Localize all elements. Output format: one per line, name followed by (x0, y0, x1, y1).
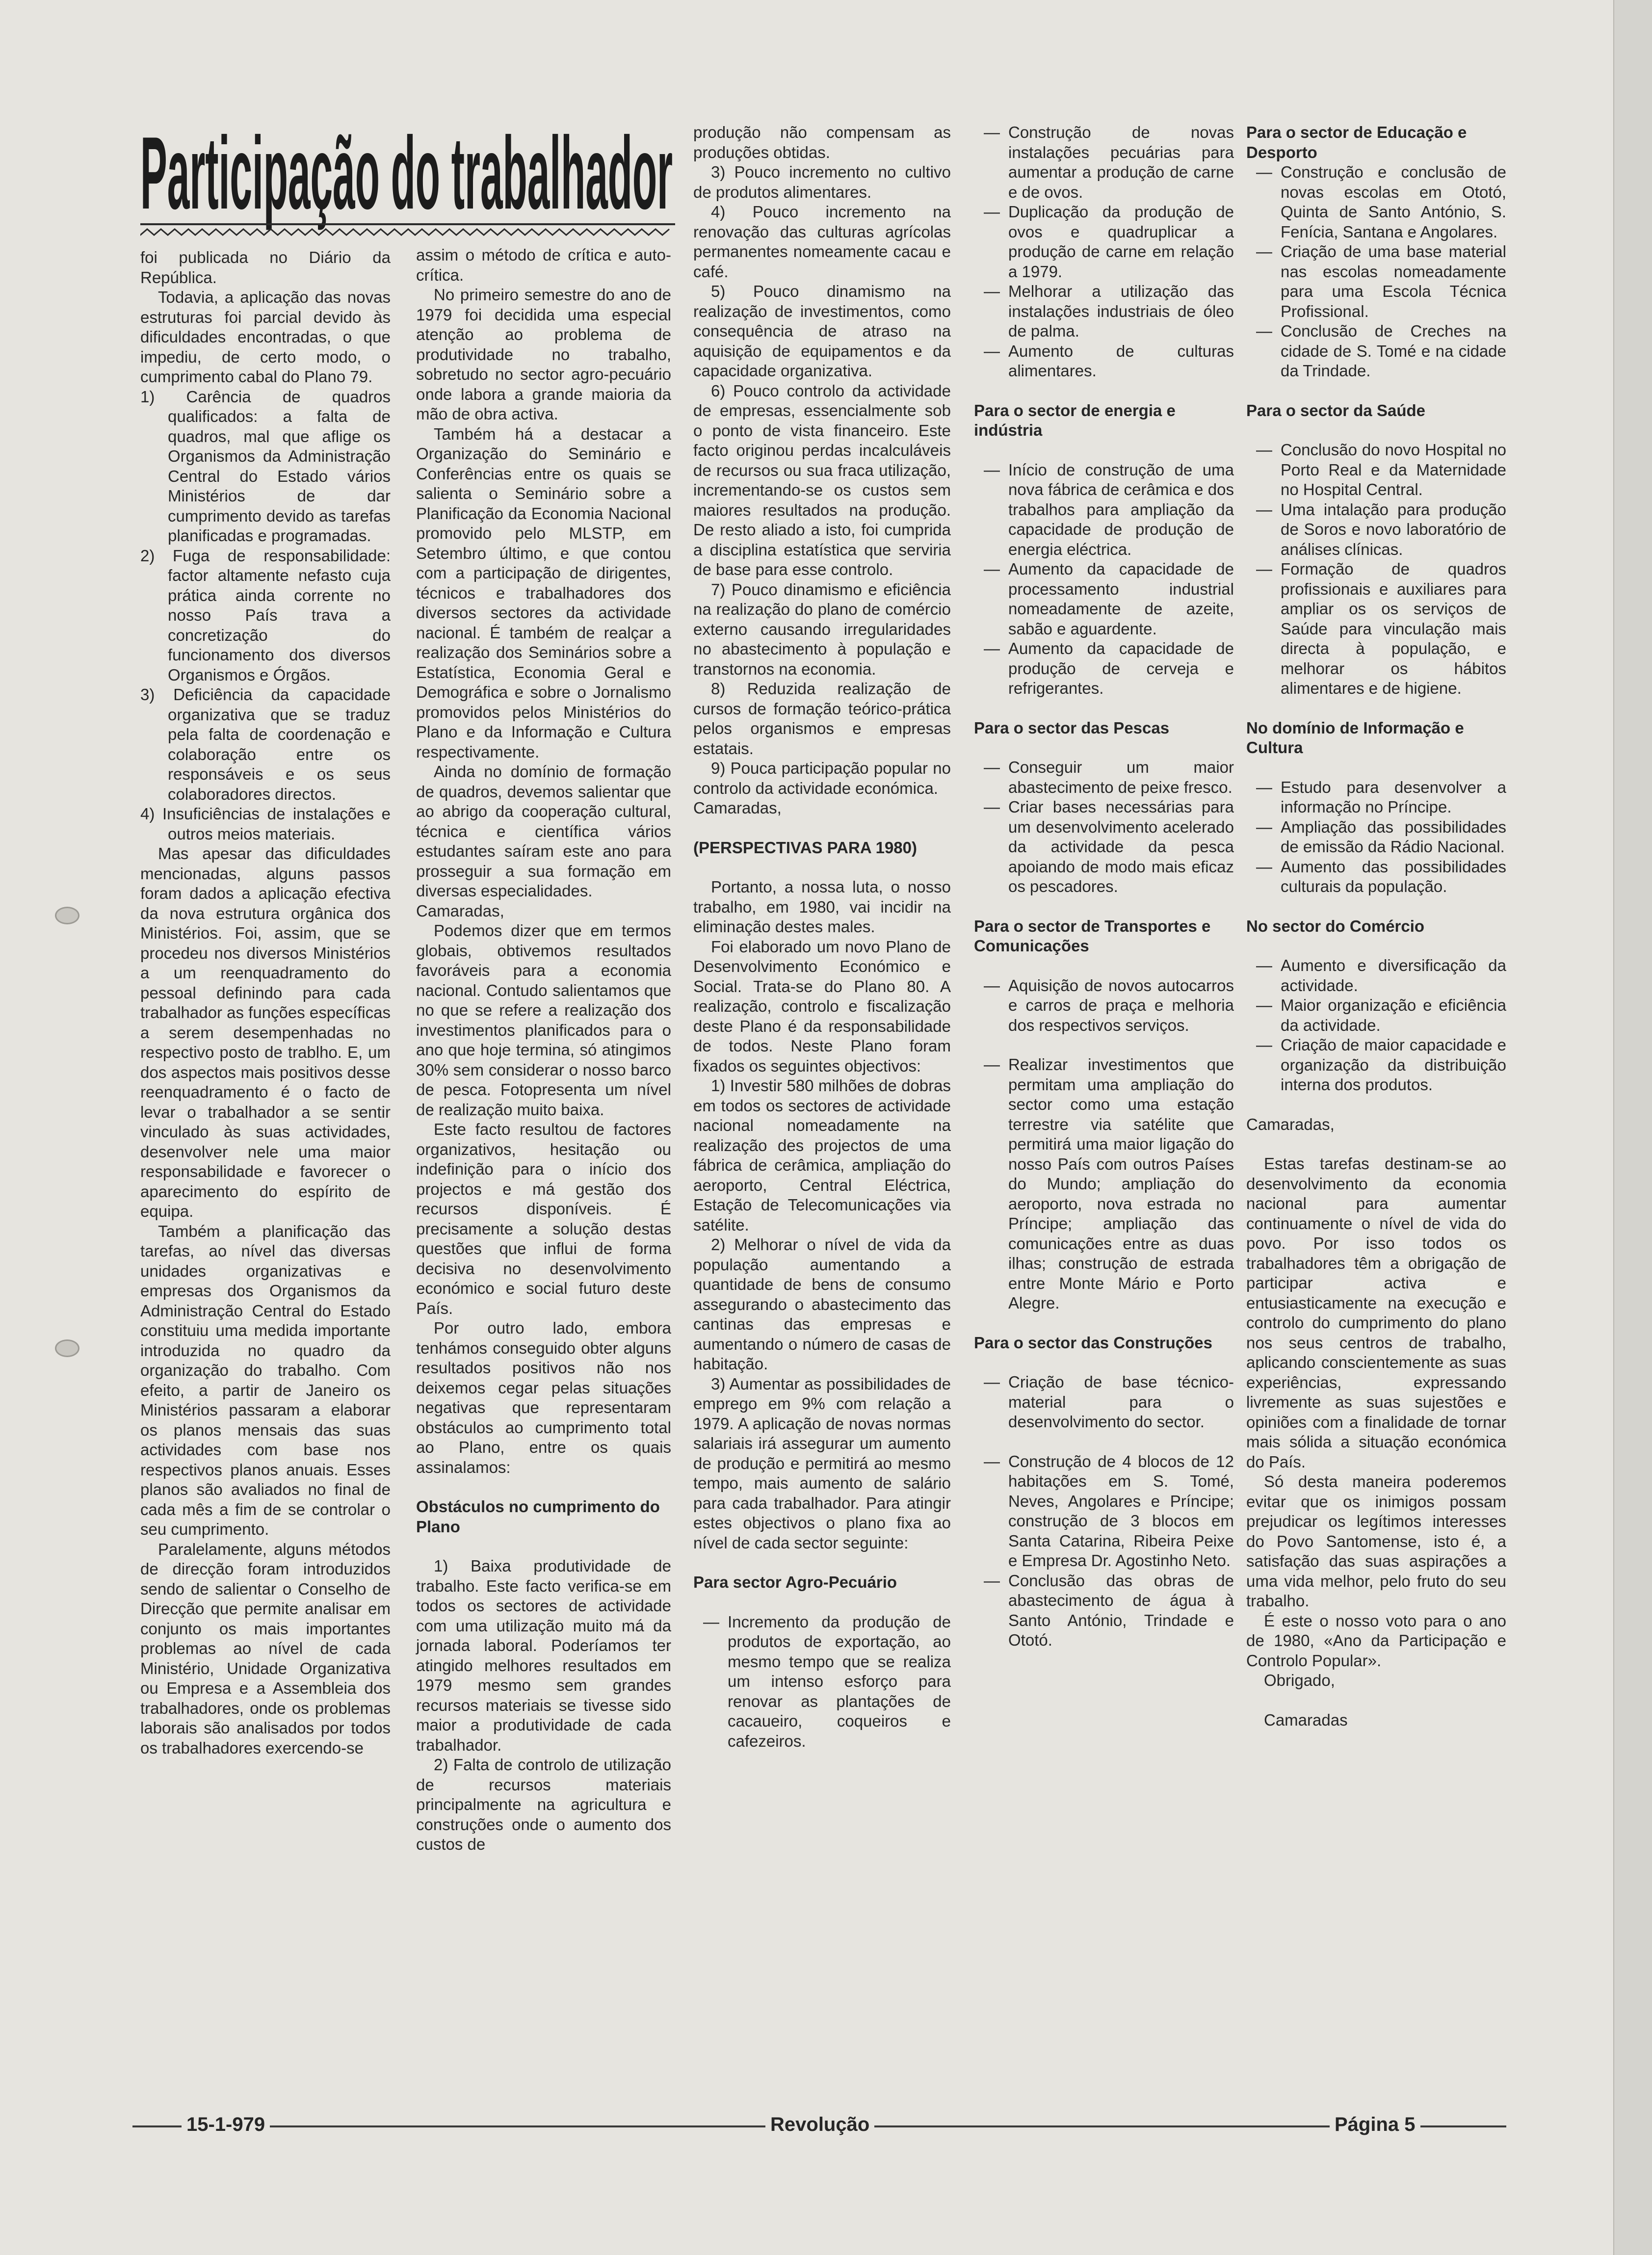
paragraph: 1) Investir 580 milhões de dobras em todos os sectores de actividade nacional nomeadamente na realização des projectos de uma fábrica de cerâmica, ampliação do aeroporto, Central Eléctrica, Estação de Telecomunicações via satélite. (693, 1076, 951, 1234)
spacer (1246, 897, 1506, 917)
bullet-item: — Formação de quadros profissionais e auxiliares para ampliar os os serviços de Saúde para vinculação mais directa à população, e melhorar os hábitos alimentares e de higiene. (1246, 559, 1506, 699)
paragraph: Mas apesar das dificuldades mencionadas, alguns passos foram dados a aplicação efectiva da nova estrutura orgânica dos Ministérios. Foi, assim, que se procedeu nos diversos Ministérios a um reenquadramento do pessoal definindo para cada trabalhador as funções específicas a serem desempenhadas no respectivo posto de trablho. E, um dos aspectos mais positivos desse reenquadramento é o facto de levar o trabalhador a se sentir vinculado às suas actividades, desenvolver nele uma maior responsabilidade e favorecer o aparecimento do espírito de equipa. (140, 844, 391, 1220)
paragraph: 1) Baixa produtividade de trabalho. Este facto verifica-se em todos os sectores de actividade com uma utilização muito má da jornada laboral. Poderíamos ter atingido melhores resultados em 1979 mesmo sem grandes recursos materiais se tivesse sido maior a produtividade de cada trabalhador. (416, 1557, 671, 1754)
bullet-item: — Início de construção de uma nova fábrica de cerâmica e dos trabalhos para ampliação da capacidade de produção de energia eléctrica. (974, 460, 1234, 560)
bullet-item: — Ampliação das possibilidades de emissão da Rádio Nacional. (1246, 817, 1506, 857)
spacer (974, 699, 1234, 718)
paragraph: Este facto resultou de factores organizativos, hesitação ou indefinição para o início dos projectos e má gestão dos recursos disponíveis. É precisamente a solução destas questões que influi de forma decisiva no desenvolvimento económico e social futuro deste País. (416, 1120, 671, 1317)
paragraph: Por outro lado, embora tenhámos conseguido obter alguns resultados positivos não nos deixemos cegar pelas situações negativas que representaram obstáculos ao cumprimento total ao Plano, entre os quais assinalamos: (416, 1319, 671, 1476)
spacer (1246, 936, 1506, 956)
paragraph: Só desta maneira poderemos evitar que os inimigos possam prejudicar os legítimos interesses do Povo Santomense, isto é, a satisfação das suas aspirações a uma vida melhor, pelo fruto do seu trabalho. (1246, 1472, 1506, 1610)
paragraph: Camaradas, (416, 901, 504, 920)
spacer (1246, 381, 1506, 401)
article-title (140, 110, 675, 238)
section-heading: No sector do Comércio (1246, 917, 1425, 935)
paragraph: 8) Reduzida realização de cursos de formação teórico-prática pelos organismos e empresas estatais. (693, 680, 951, 758)
bullet-item: — Aquisição de novos autocarros e carros de praça e melhoria dos respectivos serviços. (974, 976, 1234, 1036)
spacer (1246, 420, 1506, 440)
paragraph: Também há a destacar a Organização do Seminário e Conferências entre os quais se salienta o Seminário sobre a Planificação da Economia Nacional promovido pelo MLSTP, em Setembro último, e que contou com a participação de dirigentes, técnicos e trabalhadores dos diversos sectores da actividade nacional. É também de realçar a realização dos Seminários sobre a Estatística, Economia Geral e Demográfica e sobre o Jornalismo promovidos pelos Ministérios do Plano e da Informação e Cultura respectivamente. (416, 424, 671, 761)
bullet-item: — Aumento das possibilidades culturais da população. (1246, 857, 1506, 897)
paragraph: Estas tarefas destinam-se ao desenvolvimento da economia nacional para aumentar continuamente o nível de vida do povo. Por isso todos os trabalhadores têm a obrigação de participar activa e entusiasticamente na execução e controlo do cumprimento do plano nos seus centros de trabalho, aplicando conscientemente as suas experiências, expressando livremente as suas sujestões e opiniões com a finalidade de tornar mais sólida a situação económica do País. (1246, 1154, 1506, 1471)
spacer (693, 818, 951, 838)
spacer (974, 441, 1234, 460)
spacer (1246, 758, 1506, 778)
spacer (416, 1537, 671, 1556)
numbered-item: 4) Insuficiências de instalações e outros meios materiais. (140, 805, 391, 843)
bullet-item: — Conclusão de Creches na cidade de S. Tomé e na cidade da Trindade. (1246, 321, 1506, 381)
section-heading: No domínio de Informação e Cultura (1246, 718, 1464, 757)
text-column-5 (1246, 123, 1506, 1730)
numbered-item: 2) Fuga de responsabilidade: factor altamente nefasto cuja prática ainda corrente no nosso País trava a concretização do funcionamento dos diversos Organismos e Órgãos. (140, 546, 391, 684)
paragraph: 7) Pouco dinamismo e eficiência na realização do plano de comércio externo causando irregularidades no abastecimento à população e transtornos na economia. (693, 580, 951, 678)
bullet-item: — Uma intalação para produção de Soros e novo laboratório de análises clínicas. (1246, 500, 1506, 560)
paragraph: 3) Pouco incremento no cultivo de produtos alimentares. (693, 163, 951, 201)
spacer (974, 738, 1234, 758)
bullet-item: — Construção de 4 blocos de 12 habitações em S. Tomé, Neves, Angolares e Príncipe; construção de 3 blocos em Santa Catarina, Ribeira Peixe e Empresa Dr. Agostinho Neto. (974, 1452, 1234, 1571)
section-heading: Para sector Agro-Pecuário (693, 1573, 897, 1591)
spacer (974, 1432, 1234, 1452)
title-graphic (140, 110, 675, 238)
section-heading: Para o sector de Transportes e Comunicações (974, 917, 1211, 955)
bullet-item: — Duplicação da produção de ovos e quadruplicar a produção de carne em relação a 1979. (974, 202, 1234, 282)
paragraph: 2) Melhorar o nível de vida da população aumentando a quantidade de bens de consumo assegurando o abastecimento das cantinas das empresas e aumentando o número de casas de habitação. (693, 1235, 951, 1373)
bullet-item: — Conseguir um maior abastecimento de peixe fresco. (974, 758, 1234, 797)
spacer (974, 1313, 1234, 1333)
bullet-item: — Maior organização e eficiência da actividade. (1246, 996, 1506, 1035)
paragraph: 6) Pouco controlo da actividade de empresas, essencialmente sob o ponto de vista financeiro. Este facto originou perdas incalculáveis de recursos ou sua fraca utilização, incrementando-se os custos sem maiores resultados na produção. De resto aliado a isto, foi cumprida a disciplina estatística que serviria de base para esse controlo. (693, 381, 951, 578)
paragraph: Camaradas, (693, 799, 782, 817)
bullet-item: — Aumento da capacidade de produção de cerveja e refrigerantes. (974, 639, 1234, 699)
spacer (693, 1593, 951, 1612)
paragraph: Camaradas (1264, 1710, 1348, 1729)
bullet-item: — Aumento e diversificação da actividade. (1246, 956, 1506, 996)
spacer (974, 897, 1234, 917)
spacer (974, 381, 1234, 401)
paragraph: Camaradas, (1246, 1115, 1335, 1133)
paragraph: No primeiro semestre do ano de 1979 foi decidida uma especial atenção ao problema de produtividade no trabalho, sobretudo no sector agro-pecuário onde labora a grande maioria da mão de obra activa. (416, 286, 671, 423)
text-column-4 (974, 123, 1234, 1651)
bullet-item: — Criar bases necessárias para um desenvolvimento acelerado da actividade da pesca apoiando de modo mais eficaz os pescadores. (974, 797, 1234, 897)
text-column-3 (693, 123, 951, 1751)
spacer (1246, 1691, 1506, 1710)
footer-date: 15-1-979 (182, 2114, 270, 2136)
numbered-item: 1) Carência de quadros qualificados: a falta de quadros, mal que aflige os Organismos da Administração Central do Estado vários Ministérios de dar cumprimento devido as tarefas planificadas e programadas. (140, 387, 391, 545)
paragraph: Todavia, a aplicação das novas estruturas foi parcial devido às dificuldades encontradas, o que impediu, de certo modo, o cumprimento cabal do Plano 79. (140, 288, 391, 386)
section-heading: Para o sector de energia e indústria (974, 401, 1176, 439)
punch-hole-top (55, 907, 79, 924)
section-heading: Obstáculos no cumprimento do Plano (416, 1497, 660, 1536)
bullet-item: — Conclusão do novo Hospital no Porto Real e da Maternidade no Hospital Central. (1246, 440, 1506, 500)
spacer (693, 1553, 951, 1573)
punch-hole-bottom (55, 1339, 79, 1357)
spacer (974, 1035, 1234, 1055)
paragraph: Também a planificação das tarefas, ao nível das diversas unidades organizativas e empresas dos Organismos da Administração Central do Estado constituiu uma medida importante introduzida no quadro da organização do trabalho. Com efeito, a partir de Janeiro os Ministérios passaram a elaborar os planos mensais das suas actividades com base nos respectivos planos anuais. Esses planos são avaliados no final de cada mês a fim de se controlar o seu cumprimento. (140, 1222, 391, 1538)
paragraph: 4) Pouco incremento na renovação das culturas agrícolas permanentes nomeamente cacau e café. (693, 203, 951, 281)
section-heading: Para o sector das Pescas (974, 718, 1170, 737)
paragraph: 9) Pouca participação popular no controlo da actividade económica. (693, 759, 951, 797)
spacer (693, 858, 951, 877)
bullet-item: — Aumento de culturas alimentares. (974, 341, 1234, 381)
bullet-item: — Criação de base técnico-material para o desenvolvimento do sector. (974, 1372, 1234, 1432)
paragraph: Obrigado, (1264, 1671, 1335, 1689)
footer-page-number: Página 5 (1330, 2114, 1420, 2136)
paragraph: É este o nosso voto para o ano de 1980, «Ano da Participação e Controlo Popular». (1246, 1611, 1506, 1670)
paragraph: Podemos dizer que em termos globais, obtivemos resultados favoráveis para a economia nacional. Contudo salientamos que no que se refere a realização dos investimentos planificados para o ano que hoje termina, só atingimos 30% sem considerar o nosso barco de pesca. Fotopresenta um nível de realização muito baixa. (416, 921, 671, 1119)
text-column-2 (416, 245, 671, 1855)
bullet-item: — Criação de maior capacidade e organização da distribuição interna dos produtos. (1246, 1035, 1506, 1095)
paragraph: Portanto, a nossa luta, o nosso trabalho, em 1980, vai incidir na eliminação destes males. (693, 878, 951, 936)
bullet-item: — Estudo para desenvolver a informação no Príncipe. (1246, 778, 1506, 817)
bullet-item: — Realizar investimentos que permitam uma ampliação do sector como uma estação terrestre via satélite que permitirá uma maior ligação do nosso País com outros Países do Mundo; ampliação do aeroporto, nova estrada no Príncipe; ampliação das comunicações entre as duas ilhas; construção de estrada entre Monte Mário e Porto Alegre. (974, 1055, 1234, 1313)
spacer (1246, 1134, 1506, 1154)
paragraph: foi publicada no Diário da República. (140, 248, 391, 287)
bullet-item: — Conclusão das obras de abastecimento de água à Santo António, Trindade e Ototó. (974, 1571, 1234, 1651)
page-footer (132, 2114, 1506, 2138)
title-text: Participação do trabalhador (140, 115, 673, 231)
spacer (974, 956, 1234, 976)
text-column-1 (140, 248, 391, 1758)
bullet-item: — Incremento da produção de produtos de exportação, ao mesmo tempo que se realiza um intenso esforço para renovar as plantações de cacaueiro, coqueiros e cafezeiros. (693, 1612, 951, 1752)
paragraph: 5) Pouco dinamismo na realização de investimentos, como consequência de atraso na aquisição de equipamentos e da capacidade organizativa. (693, 282, 951, 380)
bullet-item: — Melhorar a utilização das instalações industriais de óleo de palma. (974, 282, 1234, 341)
spacer (1246, 699, 1506, 718)
numbered-item: 3) Deficiência da capacidade organizativa que se traduz pela falta de coordenação e colaboração entre os responsáveis e os seus colaboradores directos. (140, 685, 391, 803)
spacer (416, 1477, 671, 1497)
paragraph: assim o método de crítica e auto-crítica. (416, 246, 671, 284)
paragraph: Ainda no domínio de formação de quadros, devemos salientar que ao abrigo da cooperação cultural, técnica e científica vários estudantes saíram este ano para prosseguir a sua formação em diversas especialidades. (416, 762, 671, 900)
section-heading: Para o sector de Educação e Desporto (1246, 123, 1467, 161)
paragraph: Paralelamente, alguns métodos de direcção foram introduzidos sendo de salientar o Conselho de Direcção que permite analisar em conjunto os mais importantes problemas ao nível de cada Ministério, Unidade Organizativa ou Empresa e a Assembleia dos trabalhadores, onde os problemas laborais são analisados por todos os trabalhadores exercendo-se (140, 1540, 391, 1757)
footer-publication: Revolução (765, 2114, 874, 2136)
bullet-item: — Aumento da capacidade de processamento industrial nomeadamente de azeite, sabão e aguardente. (974, 559, 1234, 639)
paragraph: 3) Aumentar as possibilidades de emprego em 9% com relação a 1979. A aplicação de novas normas salariais irá assegurar um aumento de produção e permitirá ao mesmo tempo, mais aumento de salário para cada trabalhador. Para atingir estes objectivos o plano fixa ao nível de cada sector seguinte: (693, 1374, 951, 1552)
paragraph: 2) Falta de controlo de utilização de recursos materiais principalmente na agricultura e construções onde o aumento dos custos de (416, 1756, 671, 1853)
paragraph: Foi elaborado um novo Plano de Desenvolvimento Económico e Social. Trata-se do Plano 80. A realização, controlo e fiscalização deste Plano é da responsabilidade de todos. Neste Plano foram fixados os seguintes objectivos: (693, 937, 951, 1075)
spacer (974, 1353, 1234, 1372)
spacer (1246, 1095, 1506, 1115)
section-heading: Para o sector da Saúde (1246, 401, 1425, 420)
section-heading: (PERSPECTIVAS PARA 1980) (693, 838, 918, 857)
paragraph: produção não compensam as produções obtidas. (693, 123, 951, 161)
next-page-edge (1614, 0, 1652, 2255)
section-heading: Para o sector das Construções (974, 1333, 1213, 1352)
bullet-item: — Construção e conclusão de novas escolas em Ototó, Quinta de Santo António, S. Fenícia, Santana e Angolares. (1246, 162, 1506, 242)
bullet-item: — Criação de uma base material nas escolas nomeadamente para uma Escola Técnica Profissional. (1246, 242, 1506, 321)
bullet-item: — Construção de novas instalações pecuárias para aumentar a produção de carne e de ovos. (974, 123, 1234, 202)
